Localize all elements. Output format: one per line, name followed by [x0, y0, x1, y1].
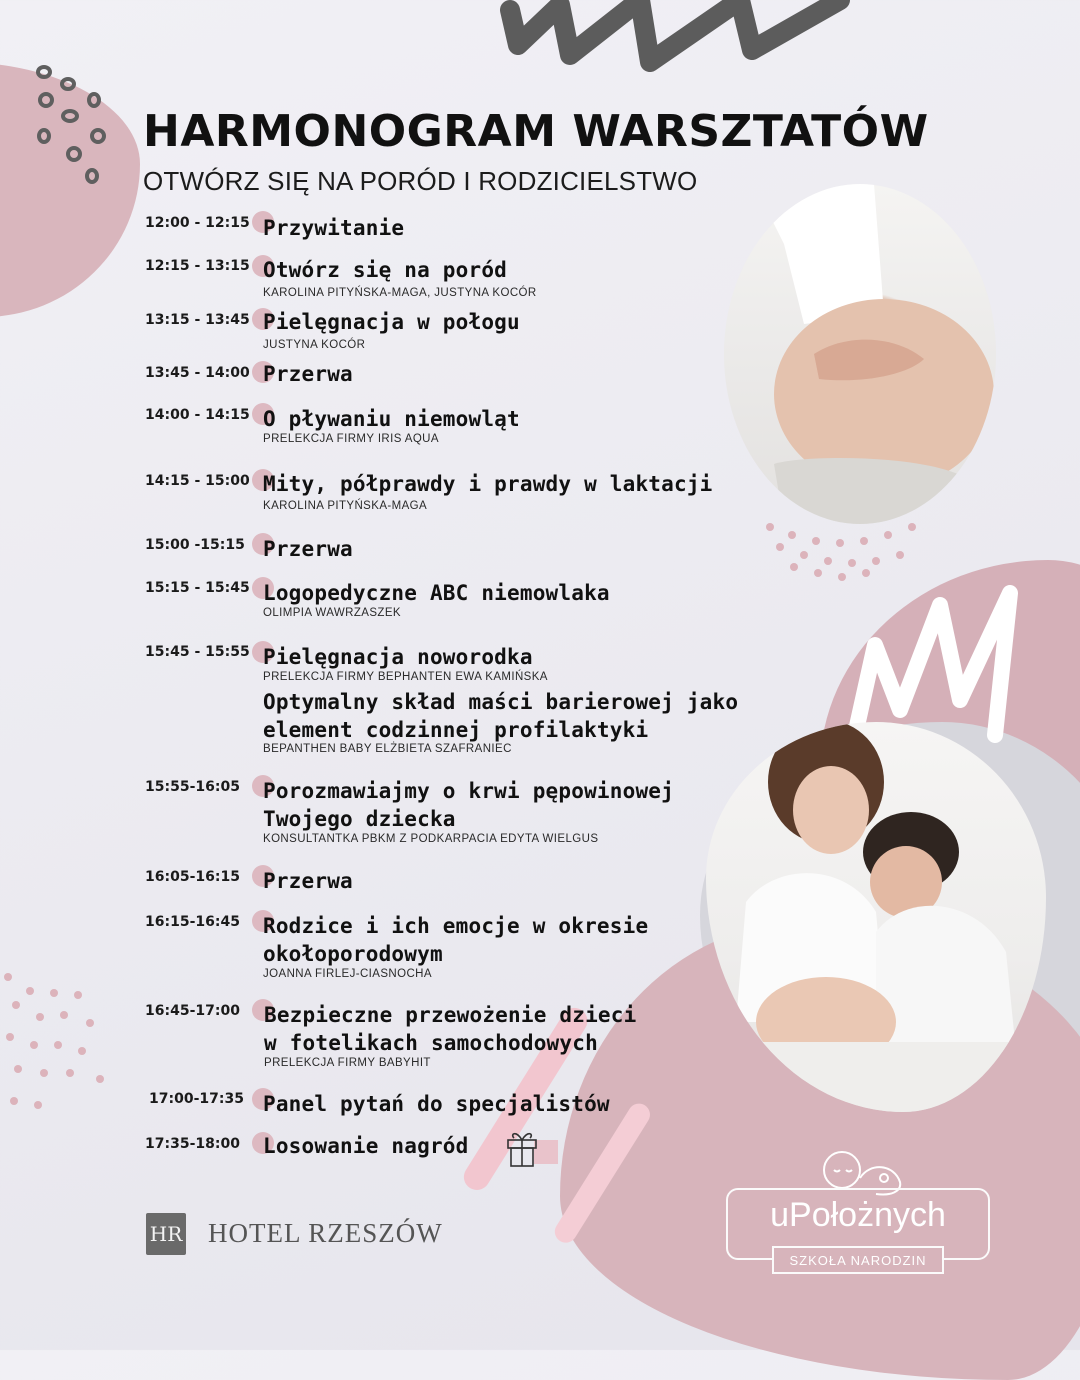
- decor-dots: [760, 515, 940, 585]
- schedule-time: 16:45-17:00: [145, 1003, 240, 1019]
- schedule-item-title: O pływaniu niemowląt: [263, 407, 520, 431]
- schedule-item-title: Otwórz się na poród: [263, 258, 508, 282]
- schedule-speaker: KAROLINA PITYŃSKA-MAGA, JUSTYNA KOCÓR: [263, 287, 537, 299]
- schedule-time: 15:45 - 15:55: [145, 644, 250, 660]
- schedule-item-title: Przerwa: [263, 362, 353, 386]
- schedule-item-title: w fotelikach samochodowych: [264, 1031, 598, 1055]
- schedule-time: 14:15 - 15:00: [145, 473, 250, 489]
- schedule-time: 16:15-16:45: [145, 914, 240, 930]
- schedule-speaker: PRELEKCJA FIRMY BABYHIT: [264, 1057, 431, 1069]
- schedule-item-title: element codzinnej profilaktyki: [263, 718, 649, 742]
- page-title: HARMONOGRAM WARSZTATÓW: [143, 106, 929, 157]
- schedule-speaker: JOANNA FIRLEJ-CIASNOCHA: [263, 968, 432, 980]
- schedule-item-title: Przerwa: [263, 537, 353, 561]
- schedule-time: 15:00 -15:15: [145, 537, 245, 553]
- schedule-item-title: Przerwa: [263, 869, 353, 893]
- schedule-time: 17:00-17:35: [149, 1091, 244, 1107]
- schedule-time: 12:15 - 13:15: [145, 258, 250, 274]
- schedule-item-title: Twojego dziecka: [263, 807, 456, 831]
- decor-scribble: [490, 0, 870, 80]
- schedule-item-title: Pielęgnacja w połogu: [263, 310, 520, 334]
- hotel-name: HOTEL RZESZÓW: [208, 1218, 443, 1248]
- schedule-time: 14:00 - 14:15: [145, 407, 250, 423]
- schedule-item-title: Panel pytań do specjalistów: [263, 1092, 610, 1116]
- schedule-speaker: KAROLINA PITYŃSKA-MAGA: [263, 500, 428, 512]
- schedule-item-title: Bezpieczne przewożenie dzieci: [264, 1003, 637, 1027]
- schedule-speaker: JUSTYNA KOCÓR: [263, 339, 366, 351]
- schedule-time: 13:45 - 14:00: [145, 365, 250, 381]
- schedule-speaker: OLIMPIA WAWRZASZEK: [263, 607, 401, 619]
- schedule-item-title: Losowanie nagród: [263, 1134, 469, 1158]
- schedule-item-title: okołoporodowym: [263, 942, 443, 966]
- schedule-time: 16:05-16:15: [145, 869, 240, 885]
- schedule-time: 17:35-18:00: [145, 1136, 240, 1152]
- schedule-speaker: KONSULTANTKA PBKM Z PODKARPACIA EDYTA WIELGUS: [263, 833, 599, 845]
- schedule-time: 15:55-16:05: [145, 779, 240, 795]
- gift-icon: [504, 1126, 560, 1168]
- schedule-item-title: Pielęgnacja noworodka: [263, 645, 533, 669]
- decor-dots: [0, 965, 120, 1135]
- pregnant-belly-photo: [724, 184, 996, 524]
- hotel-logo: HR: [146, 1213, 186, 1255]
- schedule-speaker: PRELEKCJA FIRMY IRIS AQUA: [263, 433, 439, 445]
- schedule-item-title: Rodzice i ich emocje w okresie: [263, 914, 649, 938]
- school-name: uPołożnych: [770, 1196, 946, 1234]
- schedule-time: 15:15 - 15:45: [145, 580, 250, 596]
- schedule-speaker: PRELEKCJA FIRMY BEPHANTEN EWA KAMIŃSKA: [263, 671, 548, 683]
- schedule-item-title: Mity, półprawdy i prawdy w laktacji: [263, 472, 713, 496]
- schedule-time: 12:00 - 12:15: [145, 215, 250, 231]
- school-tagline: SZKOŁA NARODZIN: [772, 1246, 944, 1274]
- schedule-time: 13:15 - 13:45: [145, 312, 250, 328]
- schedule-item-title: Optymalny skład maści barierowej jako: [263, 690, 739, 714]
- schedule-item-title: Przywitanie: [263, 216, 405, 240]
- schedule-item-title: Logopedyczne ABC niemowlaka: [263, 581, 610, 605]
- decor-rings: [30, 60, 120, 190]
- schedule-item-title: Porozmawiajmy o krwi pępowinowej: [263, 779, 674, 803]
- page-subtitle: OTWÓRZ SIĘ NA PORÓD I RODZICIELSTWO: [143, 166, 698, 196]
- schedule-speaker: BEPANTHEN BABY ELŻBIETA SZAFRANIEC: [263, 743, 512, 755]
